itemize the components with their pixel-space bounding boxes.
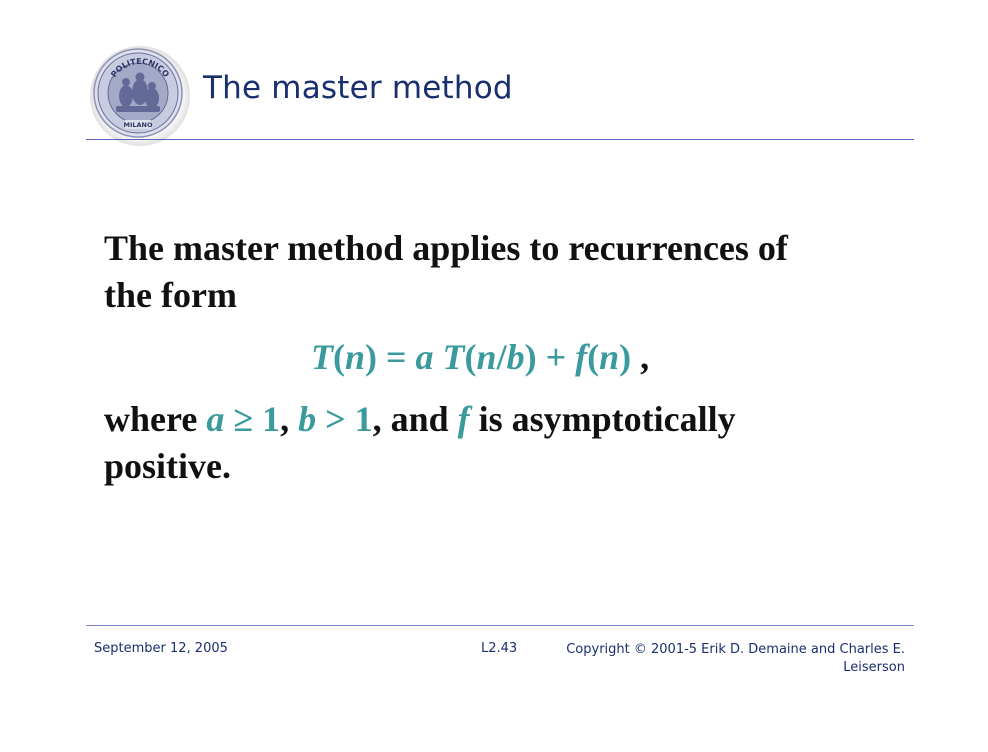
sep-1: , — [280, 399, 299, 439]
eq-n-3: n — [599, 337, 620, 377]
eq-plus: + — [536, 337, 576, 377]
logo-text-bottom: MILANO — [123, 121, 153, 129]
footer-slide-number: L2.43 — [481, 641, 518, 656]
body-line-4 — [104, 401, 736, 437]
eq-f: f — [575, 337, 588, 377]
footer-copyright: Copyright © 2001-5 Erik D. Demaine and Charles E. Leiserson — [566, 642, 905, 675]
cond-a-var: a — [206, 399, 225, 439]
eq-T-2: T — [433, 337, 465, 377]
footer-divider — [86, 625, 914, 626]
eq-n: n — [345, 337, 366, 377]
rest-text: is asymptotically — [469, 399, 736, 439]
where-text: where — [104, 399, 207, 439]
eq-slash: / — [496, 337, 507, 377]
university-seal-icon — [88, 44, 192, 148]
cond-b-var: b — [298, 399, 317, 439]
eq-b: b — [506, 337, 525, 377]
footer-date: September 12, 2005 — [94, 641, 228, 656]
cond-a-rel: ≥ 1 — [224, 399, 281, 439]
eq-a: a — [415, 337, 434, 377]
cond-b-rel: > 1 — [316, 399, 373, 439]
recurrence-equation: T(n) = a T(n/b) + f(n) , — [311, 337, 650, 377]
body-line-1: The master method applies to recurrences of — [104, 228, 788, 268]
slide-title: The master method — [203, 70, 513, 106]
cond-f-var: f — [457, 399, 470, 439]
body-line-2: the form — [104, 275, 237, 315]
eq-T: T — [311, 337, 333, 377]
eq-n-2: n — [476, 337, 497, 377]
title-divider — [86, 139, 914, 140]
logo-text-top: POLITECNICO — [109, 56, 171, 79]
sep-2: , and — [372, 399, 458, 439]
eq-comma: , — [631, 337, 650, 377]
eq-equals: = — [377, 337, 416, 377]
body-line-5: positive. — [104, 446, 232, 486]
